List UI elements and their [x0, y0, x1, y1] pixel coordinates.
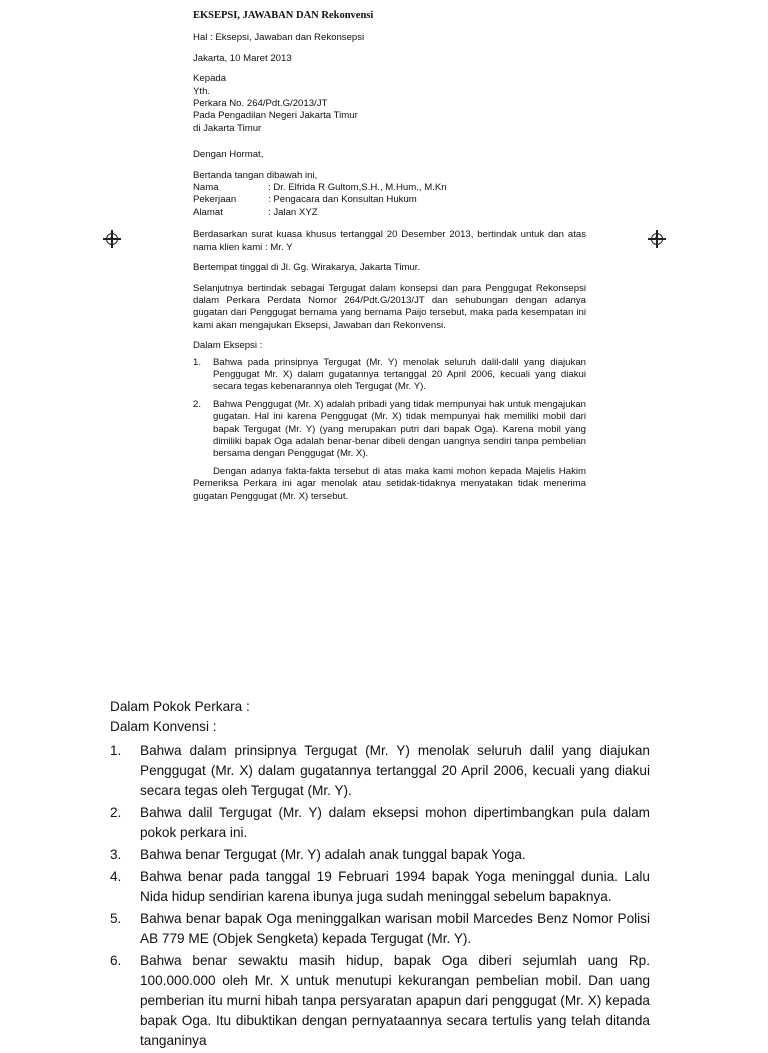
- list-item: [110, 845, 650, 865]
- field-value: : Dr. Elfrida R Gultom,S.H., M.Hum., M.Kn: [268, 182, 447, 194]
- eksepsi-heading: Dalam Eksepsi :: [193, 340, 263, 352]
- item-text: Bahwa Penggugat (Mr. X) adalah pribadi yang tidak mempunyai hak untuk mengajukan gugatan. Hal ini karena Penggugat (Mr. X) tidak mempunyai hak memiliki mobil dari bapak Tergugat (Mr. Y) (yang merupakan putri dari bapak Oga). Karena mobil yang dimiliki bapak Oga adalah benar-benar dibeli dengan uangnya sendiri tanpa pembelian bersama dengan Penggugat (Mr. X).: [213, 398, 586, 460]
- field-row: [193, 182, 586, 194]
- item-number: 1.: [193, 356, 202, 368]
- item-number: 6.: [110, 953, 122, 968]
- document-page-bottom: [110, 697, 650, 1053]
- item-text: Bahwa benar pada tanggal 19 Februari 1994 bapak Yoga meninggal dunia. Lalu Nida hidup sendirian karena ibunya juga sudah meninggal sebelum bapaknya.: [140, 869, 650, 904]
- item-number: 2.: [110, 805, 122, 820]
- recipient-line: Pada Pengadilan Negeri Jakarta Timur: [193, 110, 358, 122]
- field-value: : Jalan XYZ: [268, 206, 318, 218]
- item-number: 5.: [110, 911, 122, 926]
- list-item: [110, 741, 650, 801]
- konvensi-heading: Dalam Konvensi :: [110, 719, 217, 734]
- recipient-block: [193, 73, 586, 135]
- item-text: Bahwa dalam prinsipnya Tergugat (Mr. Y) menolak seluruh dalil yang diajukan Penggugat (Mr. X) dalam gugatannya tertanggal 20 April 2006, kecuali yang diakui secara tegas oleh Tergugat (Mr. Y).: [140, 743, 650, 798]
- recipient-line: Kepada: [193, 73, 227, 85]
- field-label: Alamat: [193, 206, 223, 218]
- eksepsi-closing: Dengan adanya fakta-fakta tersebut di atas maka kami mohon kepada Majelis Hakim Pemeriksa Perkara ini agar menolak atau setidak-tidaknya menyatakan tidak menerima gugatan Penggugat (Mr. X) tersebut.: [193, 465, 586, 502]
- field-row: [193, 207, 586, 219]
- item-number: 1.: [110, 743, 122, 758]
- item-text: Bahwa dalil Tergugat (Mr. Y) dalam eksepsi mohon dipertimbangkan pula dalam pokok perkara ini.: [140, 805, 650, 840]
- list-item: [110, 909, 650, 949]
- item-number: 4.: [110, 869, 122, 884]
- registration-mark-left: [106, 233, 118, 245]
- item-text: Bahwa benar sewaktu masih hidup, bapak Oga diberi sejumlah uang Rp. 100.000.000 oleh Mr. X untuk menutupi kekurangan pembelian mobil. Dan uang pemberian itu murni hibah tanpa persyaratan apapun dari penggugat (Mr. X) kepada bapak Oga. Itu dibuktikan dengan pernyataannya secara tertulis yang telah ditanda tanganinya: [140, 953, 650, 1048]
- field-value: : Pengacara dan Konsultan Hukum: [268, 194, 417, 206]
- eksepsi-list: [193, 357, 586, 461]
- list-item: [110, 951, 650, 1051]
- list-item: [110, 867, 650, 907]
- document-title: EKSEPSI, JAWABAN DAN Rekonvensi: [193, 10, 374, 21]
- greeting: Dengan Hormat,: [193, 149, 264, 161]
- recipient-line: Yth.: [193, 85, 211, 97]
- subject-line: Hal : Eksepsi, Jawaban dan Rekonsepsi: [193, 32, 365, 44]
- paragraph-tinggal: Bertempat tinggal di Jl. Gg. Wirakarya, Jakarta Timur.: [193, 262, 421, 274]
- item-number: 3.: [110, 847, 122, 862]
- konvensi-list: [110, 741, 650, 1051]
- item-text: Bahwa pada prinsipnya Tergugat (Mr. Y) menolak seluruh dalil-dalil yang diajukan Penggugat Mr. X) dalam gugatannya tertanggal 20 April 2006, kecuali yang diakui secara tegas kebenarannya oleh Tergugat (Mr. Y).: [213, 356, 586, 393]
- signer-fields: [193, 182, 586, 219]
- recipient-line: Perkara No. 264/Pdt.G/2013/JT: [193, 98, 328, 110]
- field-row: [193, 194, 586, 206]
- document-page-top: [193, 10, 586, 503]
- field-label: Nama: [193, 182, 219, 194]
- list-item: [110, 803, 650, 843]
- field-label: Pekerjaan: [193, 194, 237, 206]
- pokok-heading: Dalam Pokok Perkara :: [110, 699, 250, 714]
- signer-intro: Bertanda tangan dibawah ini,: [193, 169, 318, 181]
- paragraph-kuasa: Berdasarkan surat kuasa khusus tertanggal 20 Desember 2013, bertindak untuk dan atas nama klien kami : Mr. Y: [193, 229, 586, 253]
- place-date: Jakarta, 10 Maret 2013: [193, 52, 292, 64]
- paragraph-selanjutnya: Selanjutnya bertindak sebagai Tergugat dalam konsepsi dan para Penggugat Rekonsepsi dalam Perkara Perdata Nomor 264/Pdt.G/2013/JT dan sehubungan dengan adanya gugatan dari Penggugat bernama yang bernama Paijo tersebut, maka pada kesempatan ini kami akan mengajukan Eksepsi, Jawaban dan Rekonvensi.: [193, 282, 586, 331]
- list-item: [193, 399, 586, 461]
- list-item: [193, 357, 586, 394]
- item-number: 2.: [193, 398, 202, 410]
- recipient-line: di Jakarta Timur: [193, 122, 262, 134]
- item-text: Bahwa benar bapak Oga meninggalkan warisan mobil Marcedes Benz Nomor Polisi AB 779 ME (Objek Sengketa) kepada Tergugat (Mr. Y).: [140, 911, 650, 946]
- registration-mark-right: [651, 233, 663, 245]
- item-text: Bahwa benar Tergugat (Mr. Y) adalah anak tunggal bapak Yoga.: [140, 847, 526, 862]
